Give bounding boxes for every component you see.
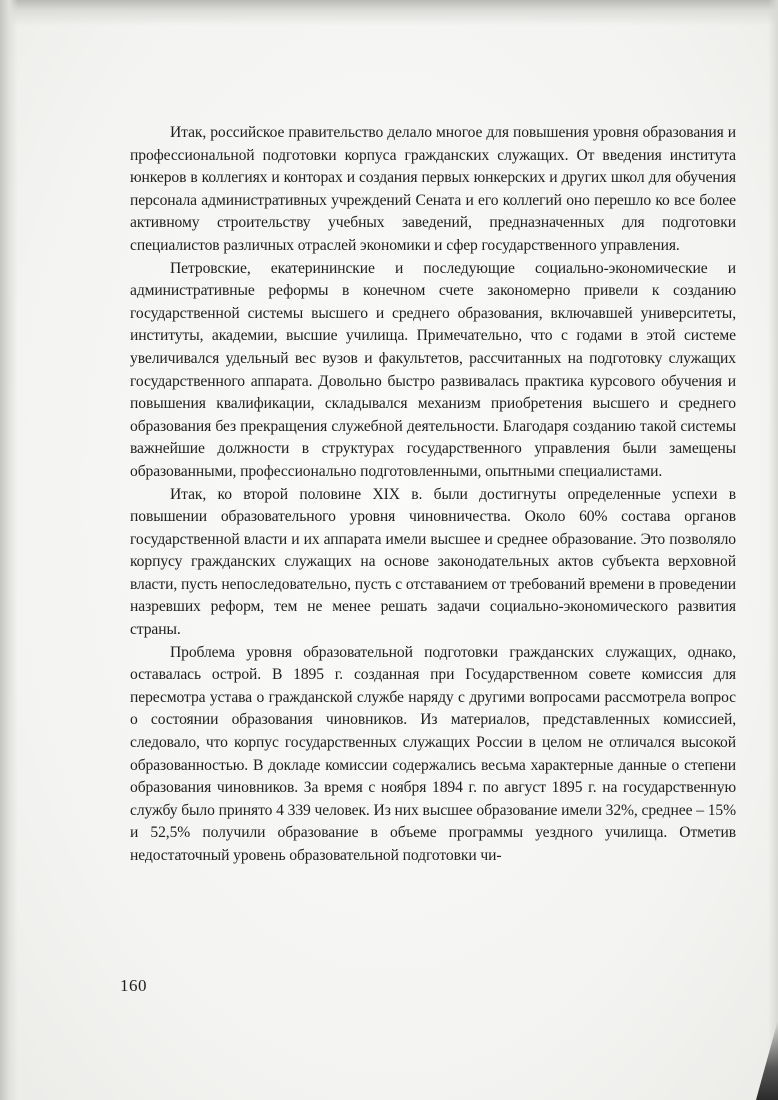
scan-shadow-left bbox=[0, 0, 18, 1100]
paragraph-4: Проблема уровня образовательной подготовки гражданских служащих, однако, оставалась острой. В 1895 г. созданная при Государственном совете комиссия для пересмотра устава о гражданской службе наряду с другими вопросами рассмотрела вопрос о состоянии образования чиновников. Из материалов, представленных комиссией, следовало, что корпус государственных служащих России в целом не отличался высокой образованностью. В докладе комиссии содержались весьма характерные данные о степени образования чиновников. За время с ноября 1894 г. по август 1895 г. на государственную службу было принято 4 339 человек. Из них высшее образование имели 32%, среднее – 15% и 52,5% получили образование в объеме программы уездного училища. Отметив недостаточный уровень образовательной подготовки чи- bbox=[130, 643, 736, 864]
page-corner-fold bbox=[756, 1020, 778, 1100]
paragraph-3: Итак, ко второй половине XIX в. были достигнуты определенные успехи в повышении образовательного уровня чиновничества. Около 60% состава органов государственной власти и их аппарата имели высшее и среднее образование. Это позволяло корпусу гражданских служащих на основе законодательных актов субъекта верховной власти, пусть непоследовательно, пусть с отставанием от требований времени в проведении назревших реформ, тем не менее решать задачи социально-экономического развития страны. bbox=[130, 485, 736, 639]
paragraph-1: Итак, российское правительство делало многое для повышения уровня образования и профессиональной подготовки корпуса гражданских служащих. От введения института юнкеров в коллегиях и конторах и создания первых юнкерских и других школ для обучения персонала административных учреждений Сената и его коллегий оно перешло ко все более активному строительству учебных заведений, предназначенных для подготовки специалистов различных отраслей экономики и сфер государственного управления. bbox=[130, 124, 736, 254]
scan-edge-right bbox=[768, 0, 778, 1100]
scan-shadow-top bbox=[0, 0, 778, 26]
paragraph-2: Петровские, екатерининские и последующие социально-экономические и административные реформы в конечном счете закономерно привели к созданию государственной системы высшего и среднего образования, включавшей университеты, институты, академии, высшие училища. Примечательно, что с годами в этой системе увеличивался удельный вес вузов и факультетов, рассчитанных на подготовку служащих государственного аппарата. Довольно быстро развивалась практика курсового обучения и повышения квалификации, складывался механизм приобретения высшего и среднего образования без прекращения служебной деятельности. Благодаря созданию такой системы важнейшие должности в структурах государственного управления были замещены образованными, профессионально подготовленными, опытными специалистами. bbox=[130, 259, 736, 480]
body-text bbox=[130, 122, 736, 868]
page-number: 160 bbox=[120, 976, 147, 995]
